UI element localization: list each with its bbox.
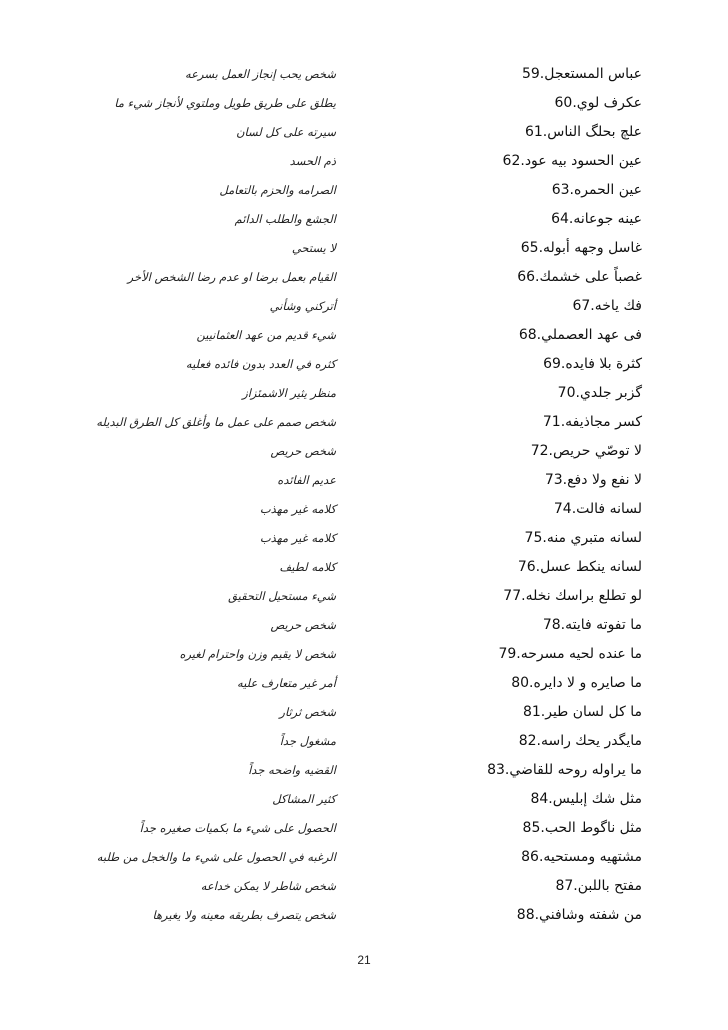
entry-term-text: لسانه ينكط عسل xyxy=(540,559,642,575)
list-item xyxy=(0,727,728,756)
entry-meaning: شخص ثرثار xyxy=(279,705,336,719)
list-item xyxy=(0,466,728,495)
entry-term xyxy=(543,408,642,437)
entry-meaning: ذم الحسد xyxy=(289,154,336,168)
entry-term xyxy=(551,205,642,234)
entry-number: 77. xyxy=(503,588,526,604)
entry-term xyxy=(543,611,642,640)
entry-term-text: مثل ناگوط الحب xyxy=(544,820,642,836)
entry-meaning: لا يستحي xyxy=(291,241,336,255)
list-item xyxy=(0,495,728,524)
entry-term-text: من شفته وشافني xyxy=(539,907,642,923)
list-item xyxy=(0,60,728,89)
entry-number: 72. xyxy=(530,443,553,459)
entry-meaning: شخص يحب إنجاز العمل بسرعه xyxy=(185,67,336,81)
entry-number: 62. xyxy=(502,153,525,169)
entry-number: 66. xyxy=(517,269,540,285)
entry-number: 74. xyxy=(553,501,577,517)
entry-meaning: شخص شاطر لا يمكن خداعه xyxy=(200,879,336,893)
list-item xyxy=(0,379,728,408)
entry-term-text: عباس المستعجل xyxy=(544,66,642,82)
entry-meaning: كلامه غير مهذب xyxy=(259,531,336,545)
list-item xyxy=(0,205,728,234)
entry-number: 67. xyxy=(572,298,595,314)
entry-meaning: شخص صمم على عمل ما وأغلق كل الطرق البديله xyxy=(96,415,336,429)
entry-term-text: عين الحسود بيه عود xyxy=(524,153,642,169)
entry-term xyxy=(511,669,642,698)
entry-term-text: مثل شك إبليس xyxy=(552,791,642,807)
entry-number: 64. xyxy=(551,211,574,227)
list-item xyxy=(0,292,728,321)
list-item xyxy=(0,89,728,118)
entry-term xyxy=(522,60,642,89)
list-item xyxy=(0,814,728,843)
entry-meaning: الجشع والطلب الدائم xyxy=(234,212,336,226)
entry-term-text: ما صايره و لا دايره xyxy=(533,675,642,691)
entry-meaning: كثره في العدد بدون فائده فعليه xyxy=(185,357,336,371)
entry-number: 75. xyxy=(524,530,547,546)
entry-meaning: كثير المشاكل xyxy=(272,792,336,806)
entry-term xyxy=(518,553,642,582)
entry-number: 73. xyxy=(544,472,568,488)
entry-term xyxy=(530,785,642,814)
list-item xyxy=(0,872,728,901)
entry-term xyxy=(525,118,642,147)
entry-term-text: فك ياخه xyxy=(594,298,642,314)
entry-term-text: علچ بحلگ الناس xyxy=(547,124,642,140)
entry-term xyxy=(519,321,642,350)
list-item xyxy=(0,785,728,814)
entry-meaning: شخص حريص xyxy=(270,618,336,632)
entry-meaning: سيرته على كل لسان xyxy=(236,125,336,139)
entry-number: 83. xyxy=(487,762,510,778)
entry-meaning: شخص يتصرف بطريقه معينه ولا يغيرها xyxy=(152,908,336,922)
entry-number: 71. xyxy=(542,414,566,430)
entry-meaning: الصرامه والحزم بالتعامل xyxy=(219,183,336,197)
entry-term-text: فى عهد العصملي xyxy=(541,327,642,343)
entry-meaning: عديم الفائده xyxy=(277,473,336,487)
glossary-list xyxy=(0,60,728,930)
entry-term-text: لا نفع ولا دفع xyxy=(567,472,642,488)
entry-meaning: أمر غير متعارف عليه xyxy=(237,676,336,690)
list-item xyxy=(0,553,728,582)
entry-number: 82. xyxy=(518,733,541,749)
entry-term-text: گزبر جلدي xyxy=(579,385,642,401)
entry-term-text: ما كل لسان طير xyxy=(545,704,642,720)
entry-term-text: لا توصّي حريص xyxy=(553,443,642,459)
entry-term xyxy=(521,234,642,263)
page-number: 21 xyxy=(357,953,371,967)
entry-term xyxy=(521,843,642,872)
entry-number: 60. xyxy=(554,95,577,111)
list-item xyxy=(0,640,728,669)
entry-term-text: لو تطلع براسك نخله xyxy=(525,588,642,604)
entry-term xyxy=(498,640,642,669)
entry-term-text: مايگدر يحك راسه xyxy=(540,733,642,749)
entry-term-text: غصباً على خشمك xyxy=(539,269,642,285)
entry-term xyxy=(572,292,642,321)
entry-meaning: القيام بعمل برضا او عدم رضا الشخص الأخر xyxy=(127,270,336,284)
entry-meaning: شيء مستحيل التحقيق xyxy=(228,589,336,603)
entry-term-text: لسانه متبري منه xyxy=(546,530,642,546)
entry-term-text: غاسل وجهه أبوله xyxy=(543,240,642,256)
entry-number: 76. xyxy=(517,559,541,575)
entry-term xyxy=(503,582,642,611)
entry-number: 88. xyxy=(516,907,540,923)
list-item xyxy=(0,321,728,350)
entry-number: 69. xyxy=(543,356,566,372)
entry-number: 78. xyxy=(542,617,566,633)
entry-term xyxy=(503,147,642,176)
entry-number: 80. xyxy=(511,675,534,691)
entry-number: 68. xyxy=(518,327,542,343)
entry-meaning: كلامه لطيف xyxy=(279,560,336,574)
entry-meaning: أتركني وشأني xyxy=(269,299,336,313)
entry-meaning: شخص حريص xyxy=(270,444,336,458)
entry-term xyxy=(523,698,642,727)
list-item xyxy=(0,234,728,263)
list-item xyxy=(0,756,728,785)
entry-term-text: ما عنده لحيه مسرحه xyxy=(520,646,642,662)
entry-term-text: لسانه فالت xyxy=(576,501,642,517)
list-item xyxy=(0,611,728,640)
entry-number: 65. xyxy=(520,240,544,256)
entry-number: 59. xyxy=(521,66,545,82)
list-item xyxy=(0,350,728,379)
list-item xyxy=(0,176,728,205)
list-item xyxy=(0,524,728,553)
entry-term xyxy=(543,350,642,379)
entry-term xyxy=(552,176,642,205)
entry-number: 84. xyxy=(530,791,553,807)
entry-term-text: عينه جوعانه xyxy=(573,211,642,227)
list-item xyxy=(0,408,728,437)
entry-term-text: عكرف لوي xyxy=(576,95,642,111)
entry-term xyxy=(519,727,642,756)
entry-term xyxy=(517,901,642,930)
list-item xyxy=(0,118,728,147)
entry-meaning: كلامه غير مهذب xyxy=(259,502,336,516)
entry-term-text: كسر مجاذيفه xyxy=(565,414,642,430)
entry-term xyxy=(558,379,642,408)
entry-term xyxy=(523,814,642,843)
entry-meaning: الرغبه في الحصول على شيء ما والخجل من طلبه xyxy=(96,850,336,864)
entry-term-text: ما يراوله روحه للقاضي xyxy=(509,762,642,778)
entry-term xyxy=(545,466,642,495)
entry-term xyxy=(487,756,642,785)
entry-meaning: شخص لا يقيم وزن واحترام لغيره xyxy=(179,647,336,661)
entry-meaning: الحصول على شيء ما بكميات صغيره جداً xyxy=(139,821,336,835)
entry-number: 86. xyxy=(521,849,544,865)
entry-number: 70. xyxy=(557,385,580,401)
entry-number: 85. xyxy=(522,820,545,836)
entry-meaning: القضيه واضحه جداً xyxy=(248,763,336,777)
entry-meaning: يطلق على طريق طويل وملتوي لأنجاز شيء ما xyxy=(114,96,336,110)
entry-term xyxy=(525,524,642,553)
list-item xyxy=(0,901,728,930)
entry-term xyxy=(517,263,642,292)
entry-term xyxy=(531,437,642,466)
entry-number: 87. xyxy=(555,878,578,894)
entry-term xyxy=(555,872,642,901)
entry-term-text: ما تفوته فايته xyxy=(565,617,642,633)
entry-term-text: مفتح باللبن xyxy=(577,878,642,894)
entry-meaning: منظر يثير الاشمئزاز xyxy=(242,386,336,400)
list-item xyxy=(0,437,728,466)
list-item xyxy=(0,698,728,727)
entry-term xyxy=(555,89,643,118)
entry-term-text: كثرة بلا فايده xyxy=(565,356,642,372)
list-item xyxy=(0,147,728,176)
entry-number: 79. xyxy=(498,646,521,662)
list-item xyxy=(0,263,728,292)
entry-number: 63. xyxy=(551,182,574,198)
list-item xyxy=(0,843,728,872)
entry-number: 61. xyxy=(524,124,548,140)
list-item xyxy=(0,582,728,611)
entry-term xyxy=(554,495,642,524)
list-item xyxy=(0,669,728,698)
entry-term-text: عين الحمره xyxy=(573,182,642,198)
entry-meaning: شيء قديم من عهد العثمانيين xyxy=(196,328,336,342)
entry-term-text: مشتهيه ومستحيه xyxy=(543,849,642,865)
entry-number: 81. xyxy=(522,704,546,720)
entry-meaning: مشغول جداً xyxy=(279,734,336,748)
